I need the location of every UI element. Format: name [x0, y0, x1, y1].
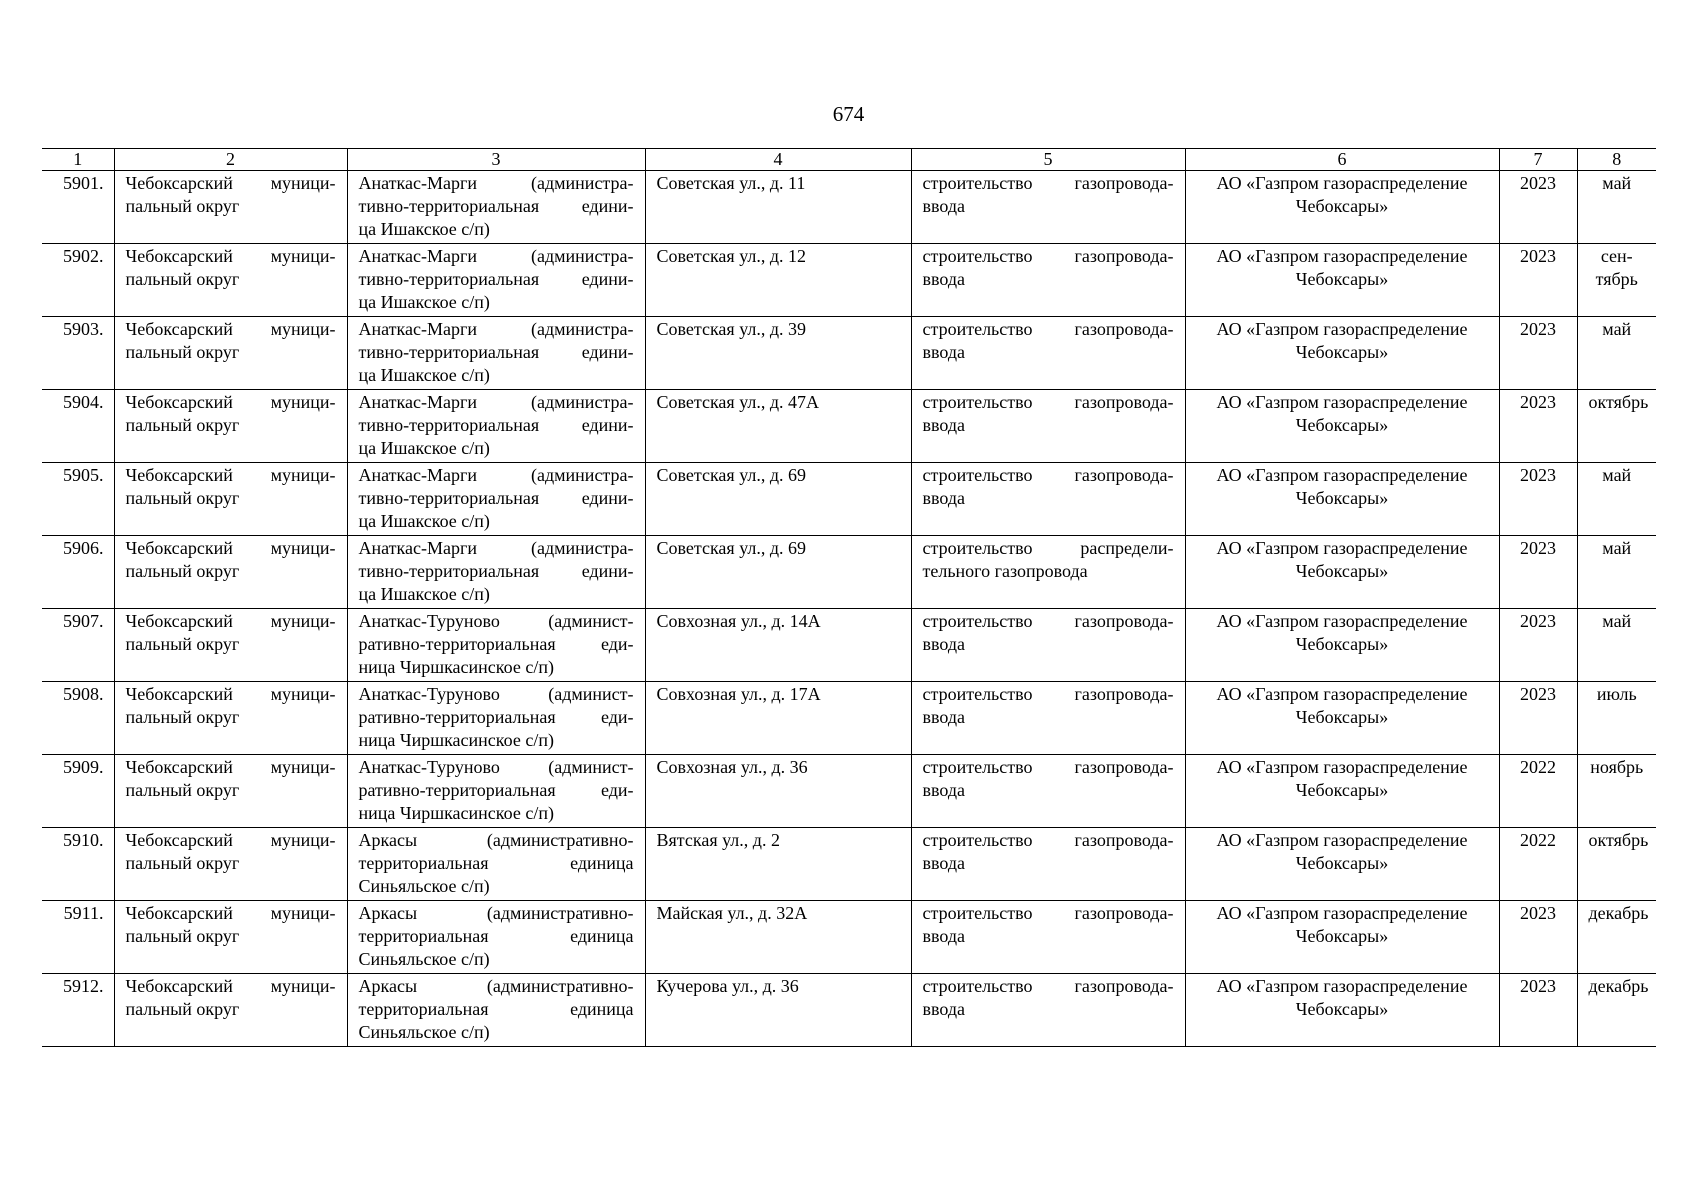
organization-line: Чебоксары»: [1295, 196, 1389, 216]
locality-cell: [347, 317, 645, 390]
locality-line: ративно-территориальная еди-: [358, 780, 634, 800]
district-line: пальный округ: [125, 853, 240, 873]
locality-line: Синьяльское с/п): [358, 876, 490, 896]
organization-line: Чебоксары»: [1295, 780, 1389, 800]
column-number: 3: [347, 149, 645, 171]
locality-cell: [347, 682, 645, 755]
address-cell: Советская ул., д. 12: [645, 244, 911, 317]
column-number: 6: [1185, 149, 1499, 171]
organization-line: Чебоксары»: [1295, 415, 1389, 435]
organization-line: АО «Газпром газораспределение: [1216, 319, 1468, 339]
district-cell: [114, 244, 347, 317]
work-type-line: строительство газопровода-: [922, 757, 1174, 777]
work-type-line: строительство газопровода-: [922, 684, 1174, 704]
organization-cell: [1185, 463, 1499, 536]
work-type-cell: [911, 536, 1185, 609]
organization-cell: [1185, 536, 1499, 609]
district-line: Чебоксарский муници-: [125, 684, 336, 704]
table-row: [42, 390, 1656, 463]
page-number: 674: [832, 102, 865, 126]
address-cell: Советская ул., д. 47А: [645, 390, 911, 463]
district-cell: [114, 463, 347, 536]
organization-line: Чебоксары»: [1295, 999, 1389, 1019]
locality-line: тивно-территориальная едини-: [358, 415, 634, 435]
year-cell: 2023: [1499, 317, 1577, 390]
locality-cell: [347, 463, 645, 536]
row-number: 5911.: [42, 901, 114, 974]
organization-cell: [1185, 682, 1499, 755]
district-line: пальный округ: [125, 488, 240, 508]
month-line: май: [1602, 611, 1632, 631]
address-cell: Совхозная ул., д. 36: [645, 755, 911, 828]
table-row: [42, 901, 1656, 974]
work-type-cell: [911, 171, 1185, 244]
work-type-cell: [911, 463, 1185, 536]
year-cell: 2022: [1499, 828, 1577, 901]
work-type-line: строительство газопровода-: [922, 465, 1174, 485]
work-type-line: строительство распредели-: [922, 538, 1174, 558]
work-type-line: строительство газопровода-: [922, 173, 1174, 193]
work-type-line: ввода: [922, 999, 966, 1019]
district-cell: [114, 609, 347, 682]
organization-line: АО «Газпром газораспределение: [1216, 903, 1468, 923]
month-line: декабрь: [1588, 903, 1649, 923]
month-line: ноябрь: [1590, 757, 1644, 777]
locality-line: Синьяльское с/п): [358, 949, 490, 969]
district-line: пальный округ: [125, 342, 240, 362]
row-number: 5909.: [42, 755, 114, 828]
locality-line: территориальная единица: [358, 926, 634, 946]
locality-line: Анаткас-Марги (администра-: [358, 246, 634, 266]
month-line: май: [1602, 465, 1632, 485]
locality-cell: [347, 974, 645, 1047]
district-cell: [114, 755, 347, 828]
locality-line: ца Ишакское с/п): [358, 438, 490, 458]
row-number: 5902.: [42, 244, 114, 317]
month-cell: [1577, 171, 1656, 244]
locality-cell: [347, 536, 645, 609]
district-cell: [114, 317, 347, 390]
table-row: [42, 828, 1656, 901]
locality-line: Анаткас-Марги (администра-: [358, 319, 634, 339]
district-cell: [114, 682, 347, 755]
address-cell: Кучерова ул., д. 36: [645, 974, 911, 1047]
row-number: 5904.: [42, 390, 114, 463]
organization-line: АО «Газпром газораспределение: [1216, 611, 1468, 631]
month-line: июль: [1596, 684, 1637, 704]
address-cell: Советская ул., д. 69: [645, 536, 911, 609]
locality-line: тивно-территориальная едини-: [358, 488, 634, 508]
column-number-row: [42, 149, 1656, 171]
row-number: 5912.: [42, 974, 114, 1047]
organization-cell: [1185, 609, 1499, 682]
month-line: сен-: [1600, 246, 1633, 266]
district-line: Чебоксарский муници-: [125, 757, 336, 777]
work-type-line: ввода: [922, 342, 966, 362]
district-cell: [114, 390, 347, 463]
locality-cell: [347, 244, 645, 317]
month-line: май: [1602, 538, 1632, 558]
organization-cell: [1185, 317, 1499, 390]
row-number: 5908.: [42, 682, 114, 755]
district-line: Чебоксарский муници-: [125, 173, 336, 193]
organization-line: АО «Газпром газораспределение: [1216, 392, 1468, 412]
organization-line: Чебоксары»: [1295, 488, 1389, 508]
work-type-line: ввода: [922, 853, 966, 873]
locality-line: тивно-территориальная едини-: [358, 561, 634, 581]
organization-line: Чебоксары»: [1295, 269, 1389, 289]
month-line: май: [1602, 173, 1632, 193]
work-type-cell: [911, 609, 1185, 682]
table-row: [42, 755, 1656, 828]
organization-line: АО «Газпром газораспределение: [1216, 976, 1468, 996]
work-type-line: ввода: [922, 415, 966, 435]
address-cell: Совхозная ул., д. 14А: [645, 609, 911, 682]
work-type-line: тельного газопровода: [922, 561, 1088, 581]
organization-line: Чебоксары»: [1295, 342, 1389, 362]
district-line: пальный округ: [125, 415, 240, 435]
district-line: пальный округ: [125, 561, 240, 581]
month-cell: [1577, 828, 1656, 901]
month-cell: [1577, 901, 1656, 974]
work-type-line: строительство газопровода-: [922, 976, 1174, 996]
address-cell: Советская ул., д. 39: [645, 317, 911, 390]
month-cell: [1577, 755, 1656, 828]
month-line: тябрь: [1595, 269, 1638, 289]
district-line: Чебоксарский муници-: [125, 246, 336, 266]
work-type-line: строительство газопровода-: [922, 392, 1174, 412]
locality-line: ративно-территориальная еди-: [358, 707, 634, 727]
organization-cell: [1185, 755, 1499, 828]
gasification-table: [42, 148, 1656, 1047]
month-cell: [1577, 609, 1656, 682]
month-cell: [1577, 317, 1656, 390]
year-cell: 2023: [1499, 901, 1577, 974]
district-line: пальный округ: [125, 196, 240, 216]
column-number: 4: [645, 149, 911, 171]
table-row: [42, 974, 1656, 1047]
locality-line: ница Чиршкасинское с/п): [358, 803, 554, 823]
locality-line: Анаткас-Туруново (админист-: [358, 611, 634, 631]
year-cell: 2022: [1499, 755, 1577, 828]
locality-line: тивно-территориальная едини-: [358, 196, 634, 216]
district-line: Чебоксарский муници-: [125, 611, 336, 631]
work-type-line: строительство газопровода-: [922, 246, 1174, 266]
organization-cell: [1185, 171, 1499, 244]
district-line: пальный округ: [125, 634, 240, 654]
locality-cell: [347, 609, 645, 682]
column-number: 5: [911, 149, 1185, 171]
work-type-line: строительство газопровода-: [922, 830, 1174, 850]
organization-line: АО «Газпром газораспределение: [1216, 538, 1468, 558]
locality-line: ница Чиршкасинское с/п): [358, 730, 554, 750]
district-line: пальный округ: [125, 780, 240, 800]
district-cell: [114, 974, 347, 1047]
organization-line: АО «Газпром газораспределение: [1216, 684, 1468, 704]
row-number: 5903.: [42, 317, 114, 390]
row-number: 5906.: [42, 536, 114, 609]
organization-line: АО «Газпром газораспределение: [1216, 757, 1468, 777]
column-number: 8: [1577, 149, 1656, 171]
locality-line: Анаткас-Марги (администра-: [358, 538, 634, 558]
work-type-line: ввода: [922, 634, 966, 654]
work-type-line: ввода: [922, 926, 966, 946]
address-cell: Вятская ул., д. 2: [645, 828, 911, 901]
organization-line: Чебоксары»: [1295, 853, 1389, 873]
year-cell: 2023: [1499, 171, 1577, 244]
month-cell: [1577, 463, 1656, 536]
month-cell: [1577, 390, 1656, 463]
row-number: 5905.: [42, 463, 114, 536]
table-row: [42, 317, 1656, 390]
month-line: октябрь: [1588, 830, 1649, 850]
month-line: октябрь: [1588, 392, 1649, 412]
month-cell: [1577, 244, 1656, 317]
table-row: [42, 536, 1656, 609]
locality-line: Синьяльское с/п): [358, 1022, 490, 1042]
district-cell: [114, 171, 347, 244]
district-line: Чебоксарский муници-: [125, 465, 336, 485]
month-cell: [1577, 536, 1656, 609]
organization-line: Чебоксары»: [1295, 561, 1389, 581]
work-type-line: строительство газопровода-: [922, 903, 1174, 923]
work-type-cell: [911, 244, 1185, 317]
district-line: пальный округ: [125, 926, 240, 946]
organization-cell: [1185, 390, 1499, 463]
locality-line: ца Ишакское с/п): [358, 365, 490, 385]
district-line: Чебоксарский муници-: [125, 830, 336, 850]
row-number: 5907.: [42, 609, 114, 682]
district-line: Чебоксарский муници-: [125, 319, 336, 339]
district-line: Чебоксарский муници-: [125, 903, 336, 923]
locality-line: Анаткас-Туруново (админист-: [358, 757, 634, 777]
address-cell: Советская ул., д. 11: [645, 171, 911, 244]
year-cell: 2023: [1499, 682, 1577, 755]
locality-cell: [347, 828, 645, 901]
locality-line: тивно-территориальная едини-: [358, 269, 634, 289]
organization-line: АО «Газпром газораспределение: [1216, 173, 1468, 193]
district-cell: [114, 901, 347, 974]
work-type-line: ввода: [922, 488, 966, 508]
locality-line: Анаткас-Марги (администра-: [358, 392, 634, 412]
month-line: май: [1602, 319, 1632, 339]
row-number: 5901.: [42, 171, 114, 244]
organization-cell: [1185, 828, 1499, 901]
work-type-cell: [911, 317, 1185, 390]
locality-line: Анаткас-Марги (администра-: [358, 173, 634, 193]
locality-line: территориальная единица: [358, 853, 634, 873]
column-number: 1: [42, 149, 114, 171]
address-cell: Совхозная ул., д. 17А: [645, 682, 911, 755]
locality-line: территориальная единица: [358, 999, 634, 1019]
work-type-line: ввода: [922, 707, 966, 727]
table-row: [42, 682, 1656, 755]
month-line: декабрь: [1588, 976, 1649, 996]
organization-line: Чебоксары»: [1295, 707, 1389, 727]
table-row: [42, 244, 1656, 317]
address-cell: Советская ул., д. 69: [645, 463, 911, 536]
year-cell: 2023: [1499, 609, 1577, 682]
locality-cell: [347, 755, 645, 828]
organization-cell: [1185, 244, 1499, 317]
work-type-cell: [911, 901, 1185, 974]
locality-line: ца Ишакское с/п): [358, 511, 490, 531]
work-type-cell: [911, 390, 1185, 463]
locality-line: ница Чиршкасинское с/п): [358, 657, 554, 677]
table-row: [42, 463, 1656, 536]
organization-line: Чебоксары»: [1295, 926, 1389, 946]
district-cell: [114, 536, 347, 609]
locality-line: Аркасы (административно-: [358, 903, 634, 923]
year-cell: 2023: [1499, 463, 1577, 536]
organization-cell: [1185, 901, 1499, 974]
work-type-cell: [911, 682, 1185, 755]
organization-cell: [1185, 974, 1499, 1047]
locality-line: Анаткас-Туруново (админист-: [358, 684, 634, 704]
district-line: Чебоксарский муници-: [125, 392, 336, 412]
locality-line: ца Ишакское с/п): [358, 292, 490, 312]
column-number: 7: [1499, 149, 1577, 171]
locality-cell: [347, 901, 645, 974]
row-number: 5910.: [42, 828, 114, 901]
locality-line: ца Ишакское с/п): [358, 219, 490, 239]
organization-line: Чебоксары»: [1295, 634, 1389, 654]
district-line: пальный округ: [125, 707, 240, 727]
organization-line: АО «Газпром газораспределение: [1216, 830, 1468, 850]
locality-cell: [347, 171, 645, 244]
work-type-cell: [911, 974, 1185, 1047]
work-type-line: строительство газопровода-: [922, 611, 1174, 631]
district-line: Чебоксарский муници-: [125, 538, 336, 558]
locality-cell: [347, 390, 645, 463]
work-type-cell: [911, 828, 1185, 901]
district-line: Чебоксарский муници-: [125, 976, 336, 996]
district-cell: [114, 828, 347, 901]
locality-line: ца Ишакское с/п): [358, 584, 490, 604]
year-cell: 2023: [1499, 974, 1577, 1047]
locality-line: Анаткас-Марги (администра-: [358, 465, 634, 485]
locality-line: Аркасы (административно-: [358, 830, 634, 850]
organization-line: АО «Газпром газораспределение: [1216, 246, 1468, 266]
work-type-line: ввода: [922, 780, 966, 800]
column-number: 2: [114, 149, 347, 171]
year-cell: 2023: [1499, 536, 1577, 609]
work-type-line: ввода: [922, 196, 966, 216]
year-cell: 2023: [1499, 390, 1577, 463]
district-line: пальный округ: [125, 269, 240, 289]
locality-line: Аркасы (административно-: [358, 976, 634, 996]
organization-line: АО «Газпром газораспределение: [1216, 465, 1468, 485]
month-cell: [1577, 974, 1656, 1047]
district-line: пальный округ: [125, 999, 240, 1019]
address-cell: Майская ул., д. 32А: [645, 901, 911, 974]
table-row: [42, 609, 1656, 682]
locality-line: ративно-территориальная еди-: [358, 634, 634, 654]
work-type-line: строительство газопровода-: [922, 319, 1174, 339]
work-type-cell: [911, 755, 1185, 828]
month-cell: [1577, 682, 1656, 755]
table-row: [42, 171, 1656, 244]
locality-line: тивно-территориальная едини-: [358, 342, 634, 362]
year-cell: 2023: [1499, 244, 1577, 317]
work-type-line: ввода: [922, 269, 966, 289]
